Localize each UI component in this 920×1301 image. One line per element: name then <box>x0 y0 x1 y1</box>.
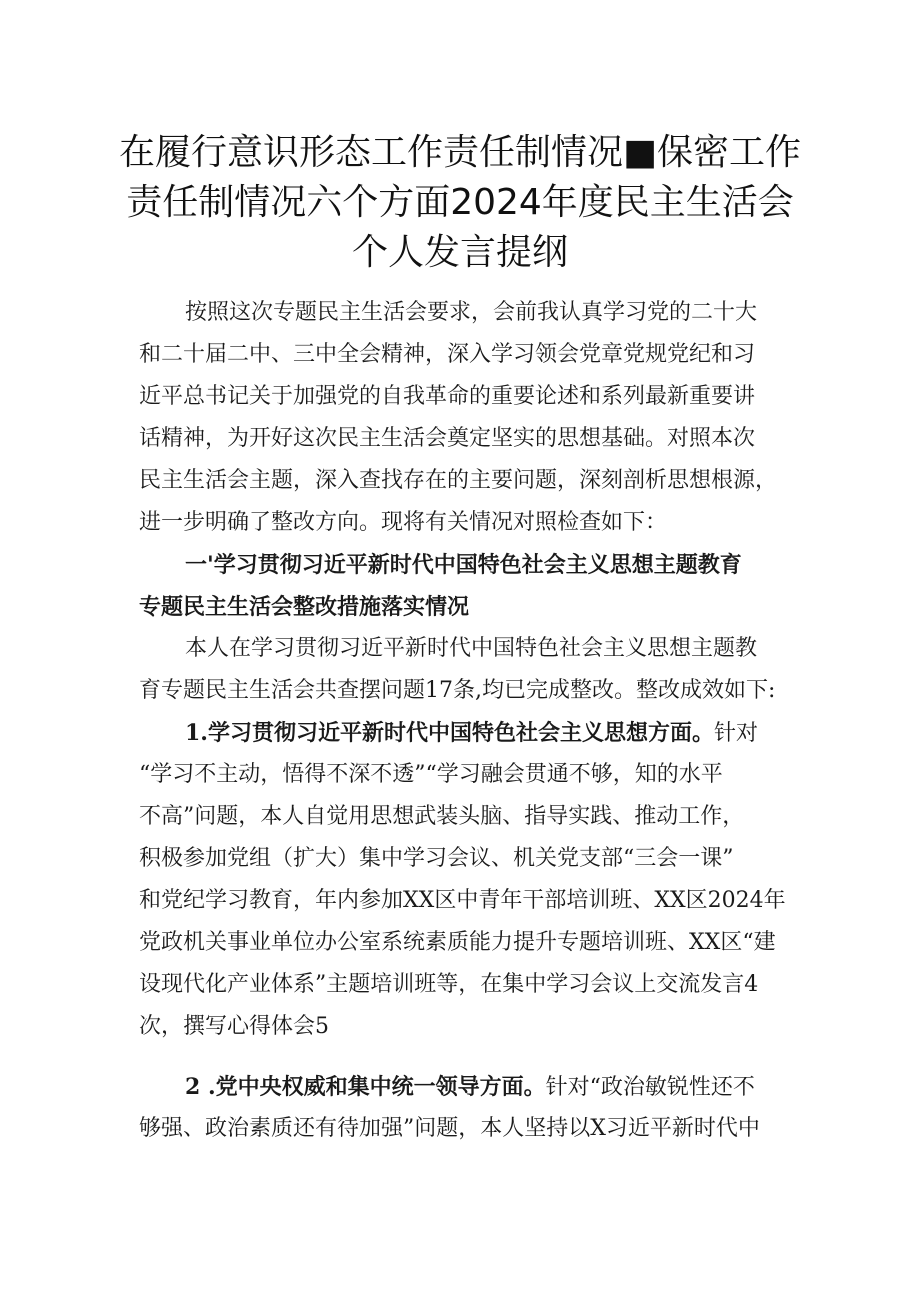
item-1-lead-rest: 针对 <box>713 721 758 746</box>
section-heading-line: 一'学习贯彻习近平新时代中国特色社会主义思想主题教育 <box>185 552 742 578</box>
document-body <box>139 292 799 1150</box>
paragraph-line: 育专题民主生活会共查摆问题17条,均已完成整改。整改成效如下: <box>139 678 776 703</box>
paragraph-gap <box>139 1048 799 1066</box>
paragraph-line: 不高”问题，本人自觉用思想武装头脑、指导实践、推动工作， <box>139 804 745 829</box>
title-line: 责任制情况六个方面2024年度民主生活会 <box>126 182 794 223</box>
item-1-lead: 1.学习贯彻习近平新时代中国特色社会主义思想方面。 <box>185 720 714 746</box>
title-line: 在履行意识形态工作责任制情况■保密工作 <box>118 132 801 173</box>
item-2-lead: 2 .党中央权威和集中统一领导方面。 <box>185 1074 546 1100</box>
paragraph-line: 和二十届二中、三中全会精神，深入学习领会党章党规党纪和习 <box>139 342 756 367</box>
paragraph-line: 本人在学习贯彻习近平新时代中国特色社会主义思想主题教 <box>185 636 758 661</box>
item-2-first-line <box>139 1066 799 1108</box>
paragraph-line: 进一步明确了整改方向。现将有关情况对照检查如下： <box>139 510 668 535</box>
paragraph-line: 设现代化产业体系”主题培训班等，在集中学习会议上交流发言4 <box>139 972 759 997</box>
document-title <box>100 128 820 278</box>
paragraph-line: 话精神，为开好这次民主生活会奠定坚实的思想基础。对照本次 <box>139 426 756 451</box>
paragraph-line: 按照这次专题民主生活会要求，会前我认真学习党的二十大 <box>185 300 758 325</box>
title-line: 个人发言提纲 <box>351 232 568 273</box>
paragraph-line: 次，撰写心得体会5 <box>139 1014 329 1039</box>
paragraph-line: 党政机关事业单位办公室系统素质能力提升专题培训班、XX区“建 <box>139 930 776 955</box>
paragraph-line: 够强、政治素质还有待加强”问题，本人坚持以X习近平新时代中 <box>139 1116 760 1141</box>
section-heading-line: 专题民主生活会整改措施落实情况 <box>139 594 470 620</box>
paragraph-line: 积极参加党组（扩大）集中学习会议、机关党支部“三会一课” <box>139 846 734 871</box>
item-2-lead-rest: 针对“政治敏锐性还不 <box>545 1075 755 1100</box>
item-1-first-line <box>139 712 799 754</box>
paragraph-line: 和党纪学习教育，年内参加XX区中青年干部培训班、XX区2024年 <box>139 888 786 913</box>
paragraph-line: 近平总书记关于加强党的自我革命的重要论述和系列最新重要讲 <box>139 384 756 409</box>
paragraph-line: 民主生活会主题，深入查找存在的主要问题，深刻剖析思想根源， <box>139 468 778 493</box>
paragraph-line: “学习不主动，悟得不深不透”“学习融会贯通不够，知的水平 <box>139 762 723 787</box>
